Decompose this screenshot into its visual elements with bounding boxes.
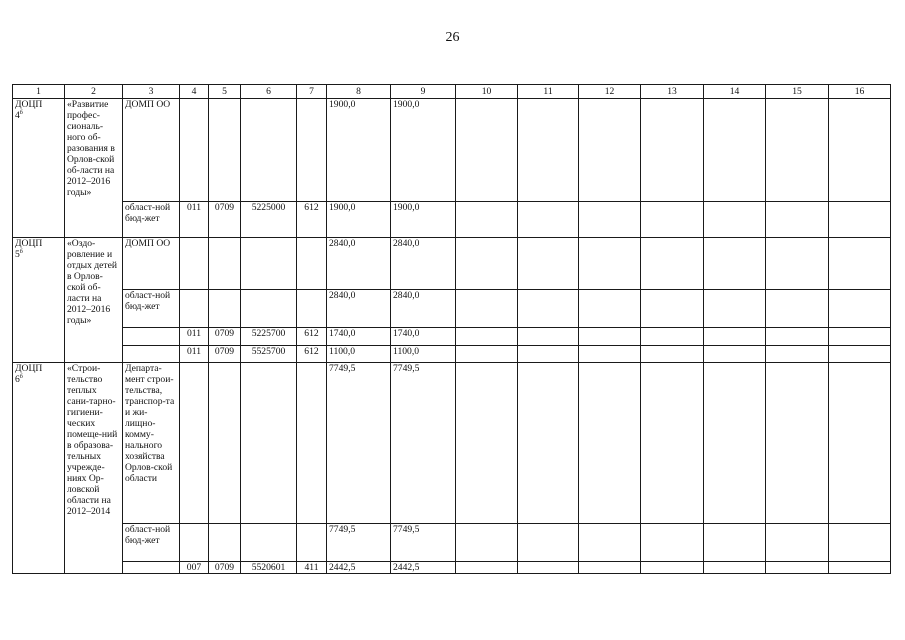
col7 — [297, 290, 327, 328]
col7 — [297, 238, 327, 290]
col8: 1900,0 — [327, 202, 391, 238]
col6 — [241, 99, 297, 202]
col4: 011 — [180, 202, 209, 238]
col6 — [241, 524, 297, 562]
col7 — [297, 524, 327, 562]
col9: 1100,0 — [391, 346, 456, 363]
col7 — [297, 363, 327, 524]
col9: 2840,0 — [391, 238, 456, 290]
header-cell: 16 — [829, 85, 891, 99]
col6: 5520601 — [241, 562, 297, 574]
col8: 1900,0 — [327, 99, 391, 202]
program-code: ДОЦП $4^б$ — [13, 99, 65, 238]
col6: 5525700 — [241, 346, 297, 363]
table-row — [13, 524, 891, 562]
col8: 1740,0 — [327, 328, 391, 346]
col6 — [241, 238, 297, 290]
col4 — [180, 363, 209, 524]
col4 — [180, 290, 209, 328]
table-row — [13, 363, 891, 524]
col5: 0709 — [209, 328, 241, 346]
header-cell: 7 — [297, 85, 327, 99]
program-code: ДОЦП $6^б$ — [13, 363, 65, 574]
header-cell: 6 — [241, 85, 297, 99]
col8: 2442,5 — [327, 562, 391, 574]
col8: 7749,5 — [327, 363, 391, 524]
header-cell: 12 — [579, 85, 641, 99]
table-row — [13, 99, 891, 202]
col4: 007 — [180, 562, 209, 574]
col5: 0709 — [209, 562, 241, 574]
col4 — [180, 238, 209, 290]
executor — [123, 328, 180, 346]
header-cell: 4 — [180, 85, 209, 99]
header-cell: 11 — [518, 85, 579, 99]
header-cell: 5 — [209, 85, 241, 99]
table-row — [13, 290, 891, 328]
col9: 1900,0 — [391, 202, 456, 238]
table-row — [13, 328, 891, 346]
header-cell: 8 — [327, 85, 391, 99]
col6 — [241, 363, 297, 524]
col5 — [209, 238, 241, 290]
col9: 2442,5 — [391, 562, 456, 574]
col8: 2840,0 — [327, 290, 391, 328]
col8: 1100,0 — [327, 346, 391, 363]
budget-table — [12, 84, 891, 574]
executor — [123, 562, 180, 574]
col5 — [209, 524, 241, 562]
col6: 5225000 — [241, 202, 297, 238]
header-cell: 10 — [456, 85, 518, 99]
executor: ДОМП ОО — [123, 238, 180, 290]
page-number: 26 — [445, 30, 460, 45]
program-name: «Развитие профес-сиональ-ного об-разования в Орлов-ской об-ласти на 2012–2016 годы» — [65, 99, 123, 238]
header-row — [13, 85, 891, 99]
col9: 2840,0 — [391, 290, 456, 328]
header-cell: 1 — [13, 85, 65, 99]
col4: 011 — [180, 328, 209, 346]
col5 — [209, 290, 241, 328]
table-row — [13, 562, 891, 574]
col4 — [180, 99, 209, 202]
header-cell: 13 — [641, 85, 704, 99]
col5 — [209, 99, 241, 202]
col7: 612 — [297, 202, 327, 238]
header-cell: 3 — [123, 85, 180, 99]
col6 — [241, 290, 297, 328]
col8: 7749,5 — [327, 524, 391, 562]
executor: област-ной бюд-жет — [123, 524, 180, 562]
header-cell: 9 — [391, 85, 456, 99]
col4 — [180, 524, 209, 562]
header-cell: 2 — [65, 85, 123, 99]
header-cell: 15 — [766, 85, 829, 99]
executor: Департа-мент строи-тельства, транспор-та и жи-лищно-комму-нального хозяйства Орлов-ской области — [123, 363, 180, 524]
col9: 1740,0 — [391, 328, 456, 346]
table-row — [13, 238, 891, 290]
program-code: ДОЦП $5^б$ — [13, 238, 65, 363]
col9: 7749,5 — [391, 363, 456, 524]
col7 — [297, 99, 327, 202]
col9: 1900,0 — [391, 99, 456, 202]
program-name: «Оздо-ровление и отдых детей в Орлов-ской об-ласти на 2012–2016 годы» — [65, 238, 123, 363]
col9: 7749,5 — [391, 524, 456, 562]
executor: област-ной бюд-жет — [123, 290, 180, 328]
col7: 612 — [297, 346, 327, 363]
col5: 0709 — [209, 346, 241, 363]
table-row — [13, 202, 891, 238]
col8: 2840,0 — [327, 238, 391, 290]
col5 — [209, 363, 241, 524]
col7: 612 — [297, 328, 327, 346]
executor: ДОМП ОО — [123, 99, 180, 202]
col7: 411 — [297, 562, 327, 574]
header-cell: 14 — [704, 85, 766, 99]
col4: 011 — [180, 346, 209, 363]
executor: област-ной бюд-жет — [123, 202, 180, 238]
executor — [123, 346, 180, 363]
program-name: «Строи-тельство теплых сани-тарно-гигиени-ческих помеще-ний в образова-тельных учрежде-ниях Ор-ловской области на 2012–2014 — [65, 363, 123, 574]
col6: 5225700 — [241, 328, 297, 346]
col5: 0709 — [209, 202, 241, 238]
table-row — [13, 346, 891, 363]
